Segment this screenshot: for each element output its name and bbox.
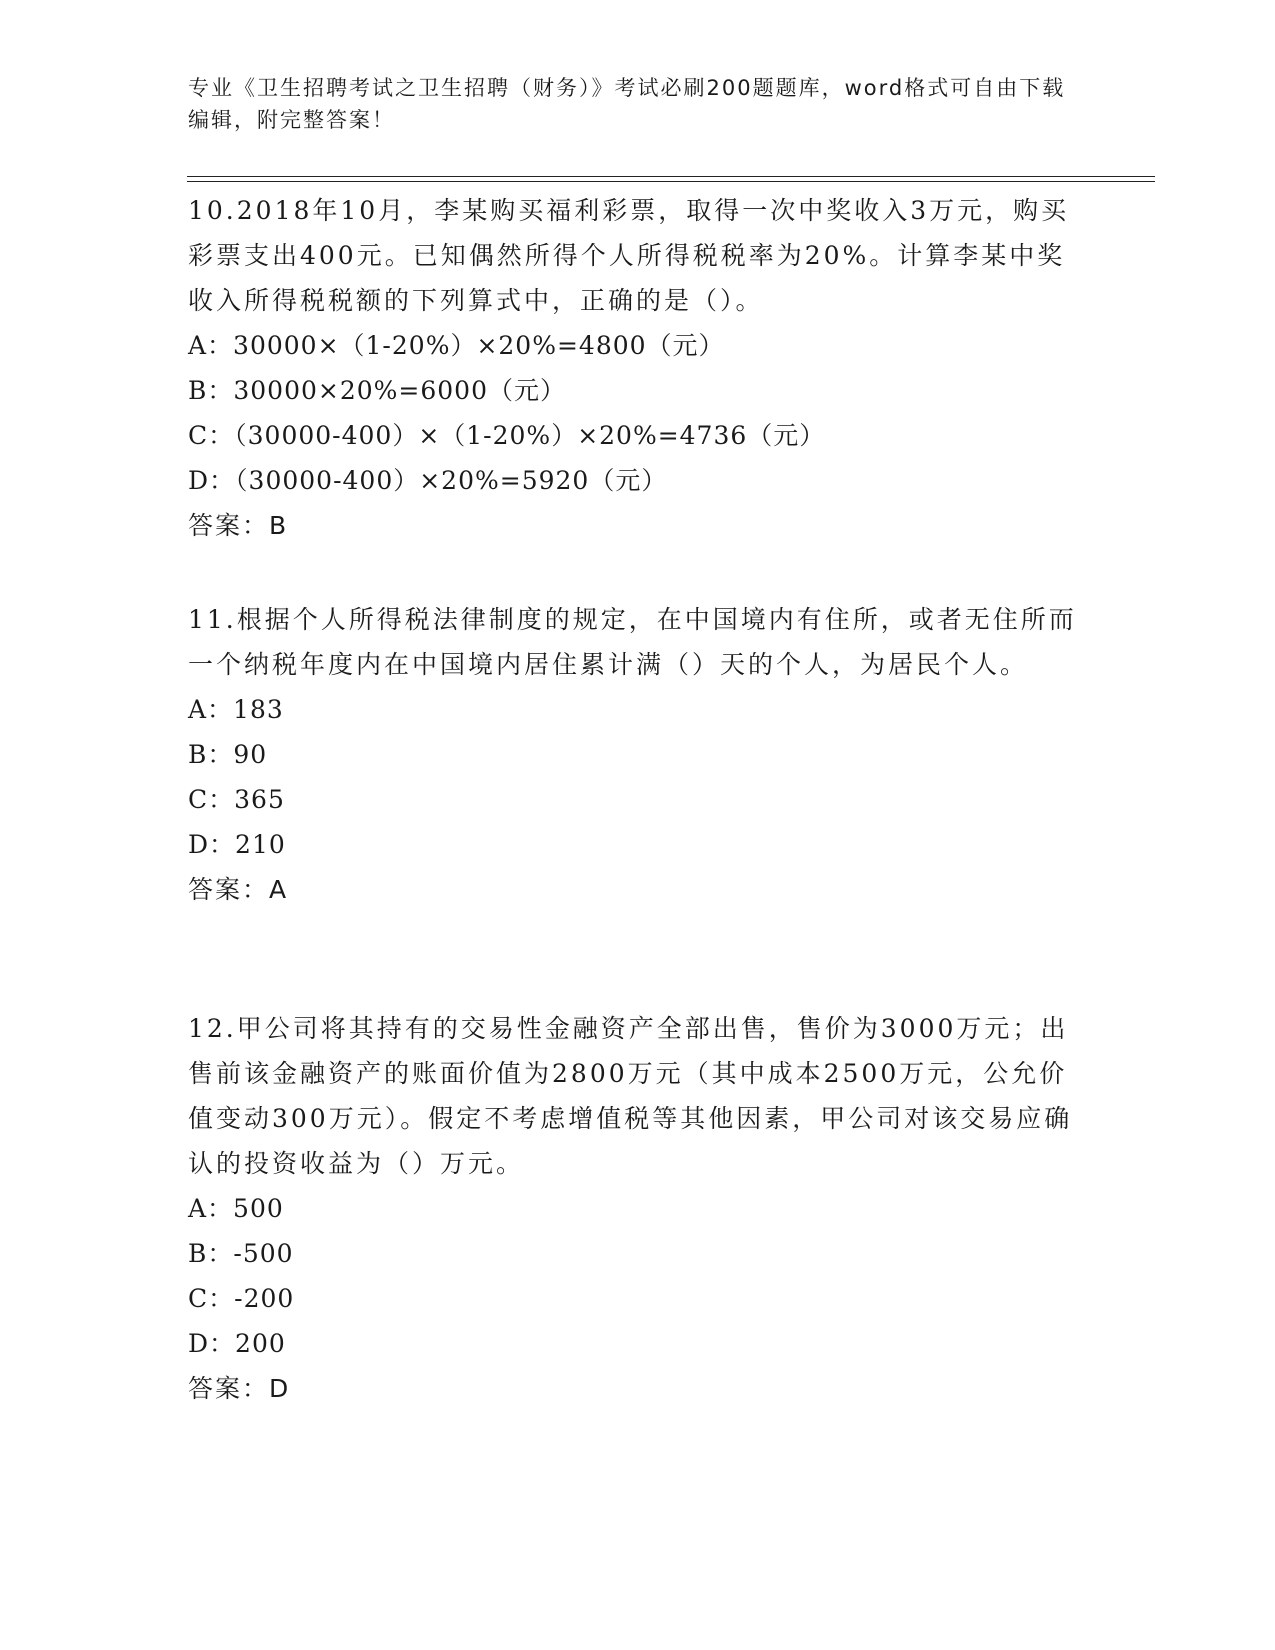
question-11 <box>188 597 1083 912</box>
option-d: D：（30000-400）×20%=5920（元） <box>188 466 668 495</box>
option-a: A：183 <box>188 695 284 724</box>
option-a: A：500 <box>188 1194 284 1223</box>
option-c: C：365 <box>188 785 285 814</box>
option-a: A：30000×（1-20%）×20%=4800（元） <box>188 331 725 360</box>
answer-label: 答案：D <box>188 1374 291 1403</box>
question-stem: 10.2018年10月，李某购买福利彩票，取得一次中奖收入3万元，购买彩票支出400元。已知偶然所得个人所得税税率为20%。计算李某中奖收入所得税税额的下列算式中，正确的是（）。 <box>188 196 1070 315</box>
option-b: B：30000×20%=6000（元） <box>188 376 566 405</box>
answer-label: 答案：A <box>188 875 289 904</box>
question-stem: 12.甲公司将其持有的交易性金融资产全部出售，售价为3000万元；出售前该金融资产的账面价值为2800万元（其中成本2500万元，公允价值变动300万元）。假定不考虑增值税等其他因素，甲公司对该交易应确认的投资收益为（）万元。 <box>188 1014 1073 1178</box>
option-d: D：200 <box>188 1329 286 1358</box>
question-12 <box>188 1006 1083 1411</box>
question-stem: 11.根据个人所得税法律制度的规定，在中国境内有住所，或者无住所而一个纳税年度内在中国境内居住累计满（）天的个人，为居民个人。 <box>188 605 1077 679</box>
question-10 <box>188 188 1083 548</box>
option-d: D：210 <box>188 830 286 859</box>
header-divider-top <box>187 176 1155 177</box>
document-header: 专业《卫生招聘考试之卫生招聘（财务）》考试必刷200题题库，word格式可自由下载编辑，附完整答案！ <box>188 76 1066 132</box>
option-c: C：（30000-400）×（1-20%）×20%=4736（元） <box>188 421 826 450</box>
option-c: C：-200 <box>188 1284 295 1313</box>
option-b: B：90 <box>188 740 268 769</box>
option-b: B：-500 <box>188 1239 294 1268</box>
answer-label: 答案：B <box>188 511 289 540</box>
header-divider-bottom <box>187 181 1155 182</box>
